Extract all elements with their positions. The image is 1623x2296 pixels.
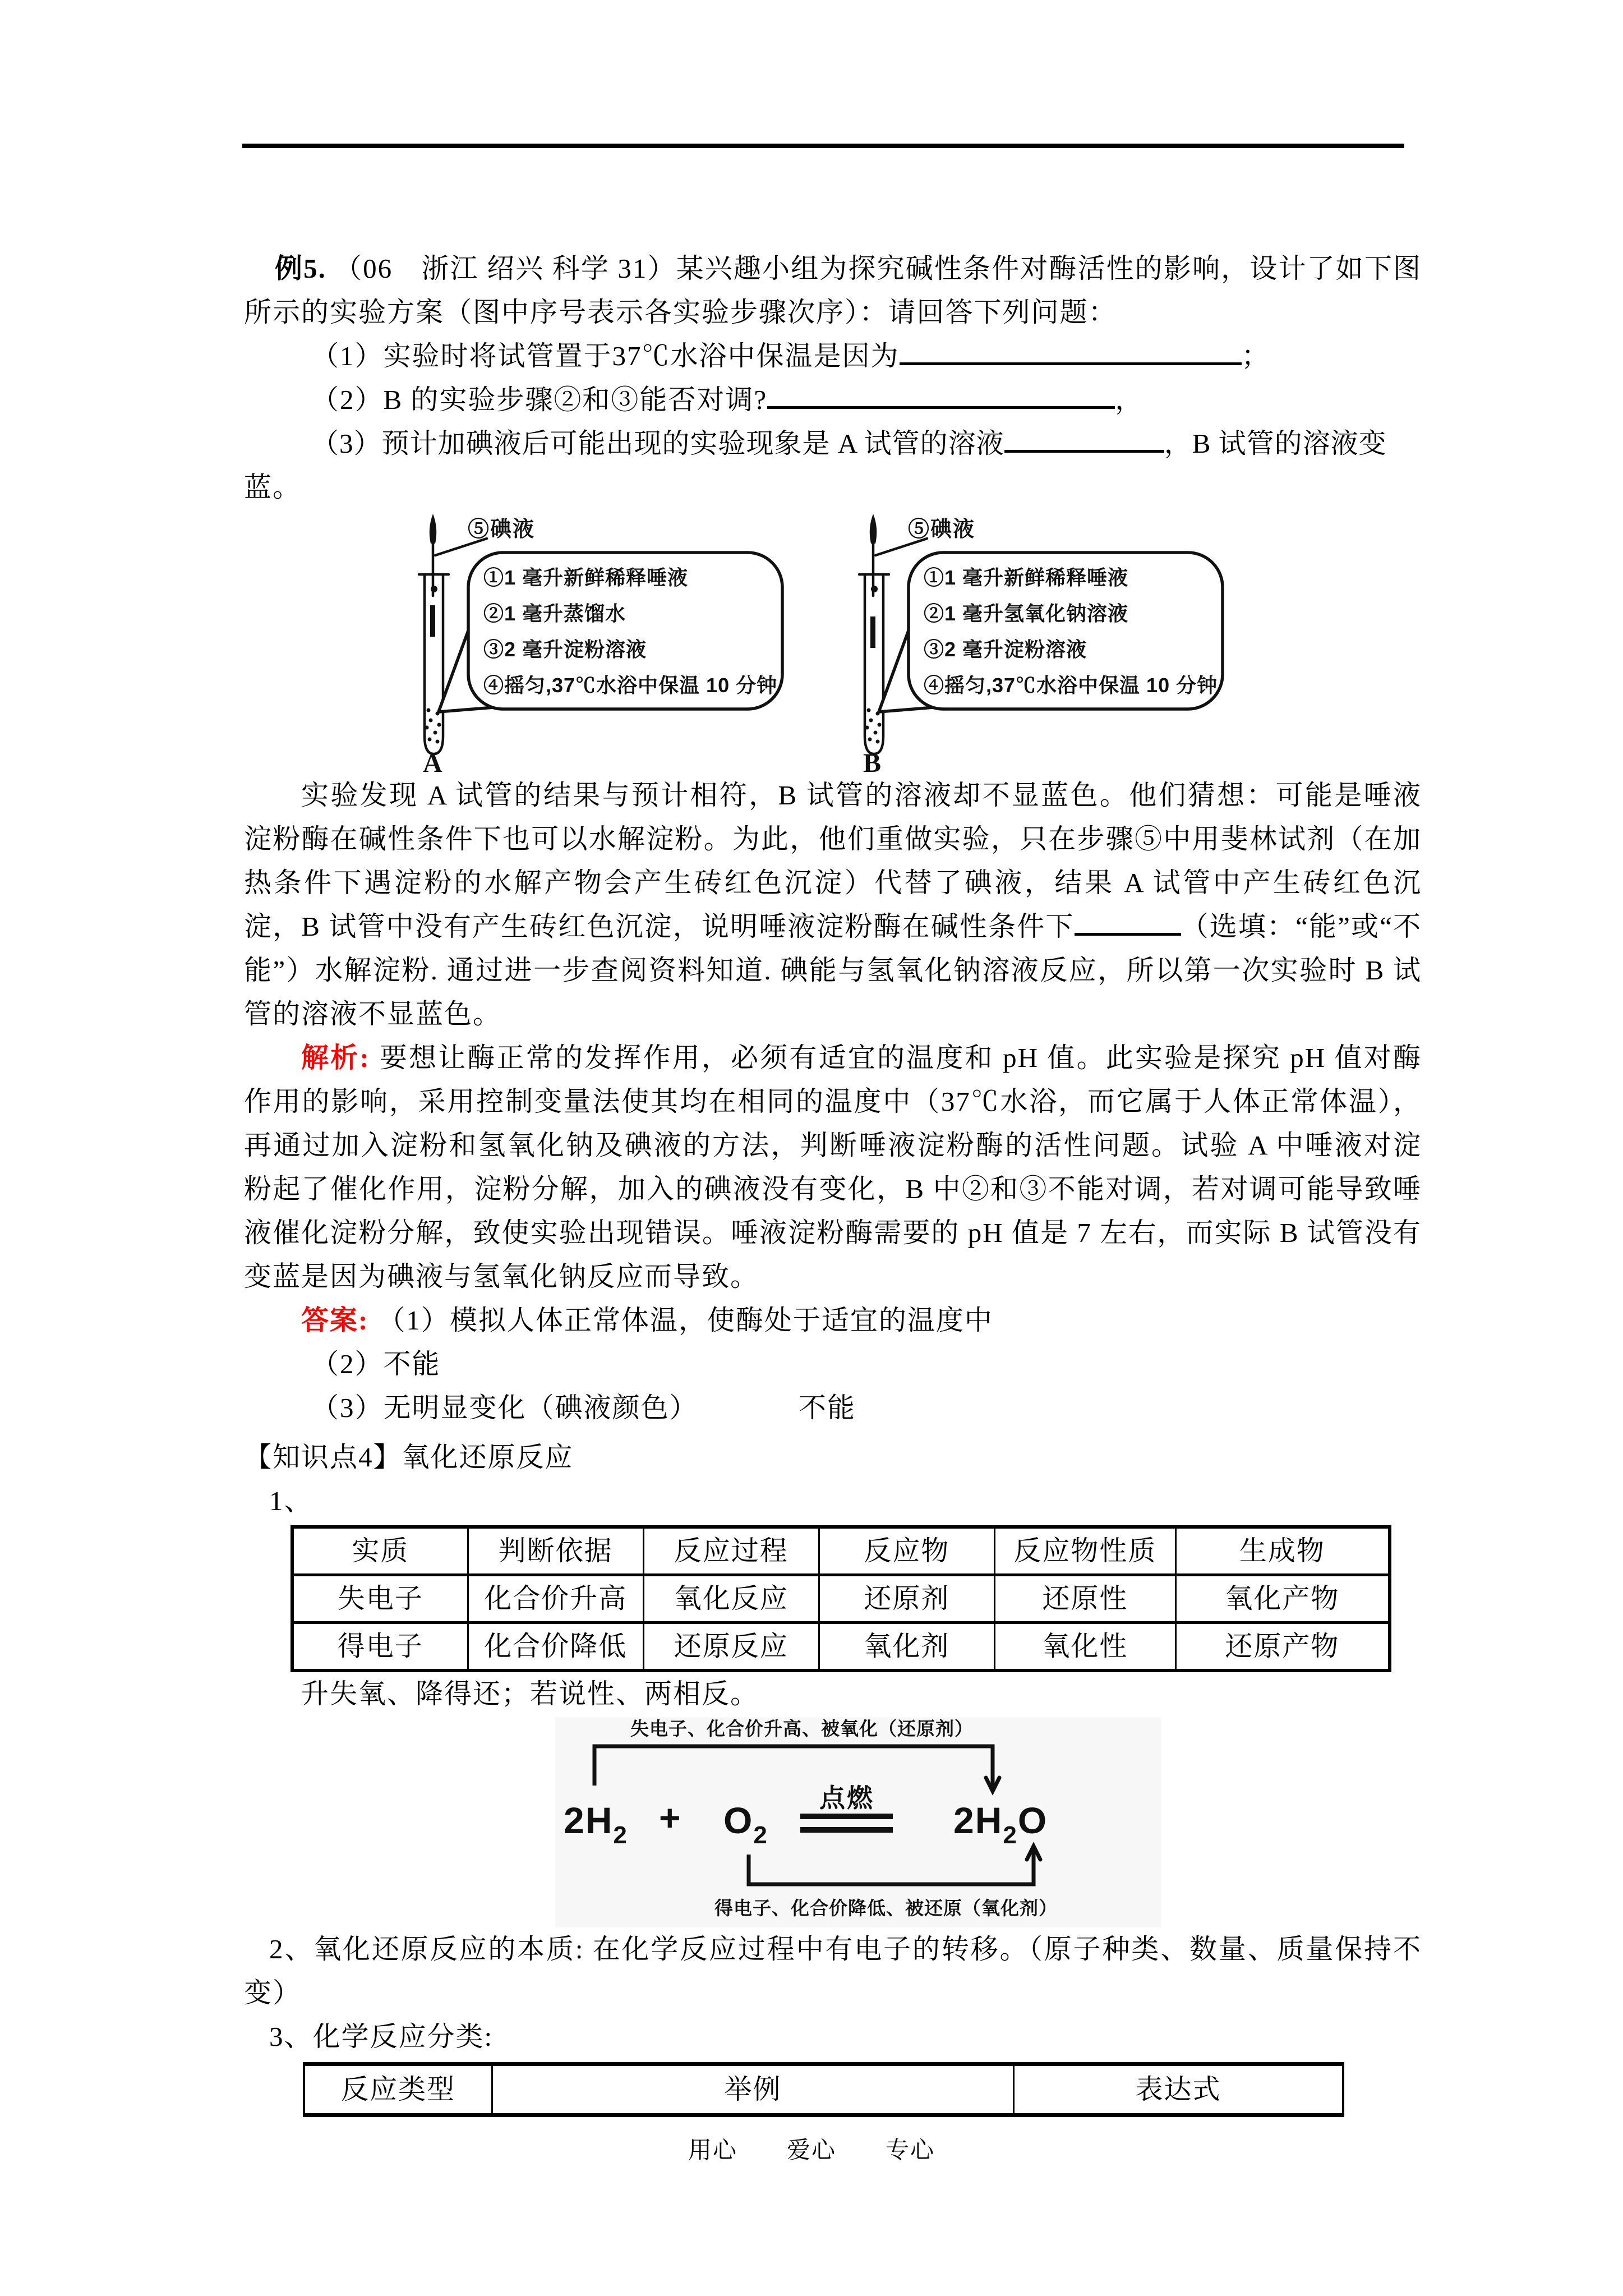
tube-mark-dot (871, 586, 878, 592)
list-item-3: 3、化学反应分类: (269, 2021, 494, 2052)
plus-sign: + (659, 1797, 682, 1838)
equals-bar-bottom (800, 1827, 893, 1833)
liquid-dots (425, 708, 441, 744)
answer-blank-1 (900, 339, 1242, 365)
redox-table-row-oxidation (292, 1575, 1390, 1623)
reactant-o2: $O_2$ (723, 1800, 768, 1849)
answer-blank-2 (767, 383, 1115, 409)
question-2-text: （2）B 的实验步骤②和③能否对调? (311, 384, 768, 415)
question-1 (244, 334, 1422, 378)
table-cell: 判断依据 (468, 1527, 643, 1575)
answer-line-3 (244, 1386, 1422, 1430)
header-rule (242, 144, 1404, 148)
table-cell: 化合价降低 (468, 1623, 643, 1671)
redox-table-header-row (292, 1527, 1390, 1575)
result-text-1: 实验发现 A 试管的结果与预计相符，B 试管的溶液却不显蓝色。他们猜想：可能是唾液淀粉酶在碱性条件下也可以水解淀粉。为此，他们重做实验，只在步骤⑤中用斐林试剂（在加热条件下遇淀粉的水解产物会产生砖红色沉淀）代替了碘液，结果 A 试管中产生砖红色沉淀，B 试管中没有产生砖红色沉淀，说明唾液淀粉酶在碱性条件下 (244, 780, 1422, 942)
table-cell: 氧化剂 (819, 1623, 994, 1671)
step-3: ③2 毫升淀粉溶液 (483, 638, 647, 661)
table-cell: 还原产物 (1175, 1623, 1390, 1671)
table-cell: 反应过程 (643, 1527, 819, 1575)
analysis-text: 要想让酶正常的发挥作用，必须有适宜的温度和 pH 值。此实验是探究 pH 值对酶作用的影响，采用控制变量法使其均在相同的温度中（37℃水浴，而它属于人体正常体温），再通过加入淀粉和氢氧化钠及碘液的方法，判断唾液淀粉酶的活性问题。试验 A 中唾液对淀粉起了催化作用，淀粉分解，加入的碘液没有变化，B 中②和③不能对调，若对调可能导致唾液催化淀粉分解，致使实验出现错误。唾液淀粉酶需要的 pH 值是 7 左右，而实际 B 试管没有变蓝是因为碘液与氢氧化钠反应而导致。 (244, 1042, 1422, 1292)
question-3-text: （3）预计加碘液后可能出现的实验现象是 A 试管的溶液 (311, 428, 1004, 459)
question-1-punct: ； (1241, 341, 1270, 371)
knowledge-point-heading: 【知识点4】氧化还原反应 (244, 1442, 574, 1473)
table-cell: 反应物性质 (994, 1527, 1175, 1575)
step-4: ④摇匀,37℃水浴中保温 10 分钟 (483, 674, 778, 697)
analysis-paragraph (244, 1036, 1422, 1299)
question-3-text-2: ，B 试管的溶液变 (1164, 428, 1387, 459)
question-1-text: （1）实验时将试管置于37℃水浴中保温是因为 (311, 341, 900, 371)
table-cell: 氧化产物 (1175, 1575, 1390, 1623)
analysis-label: 解析: (301, 1042, 370, 1073)
answer-blank-3 (1004, 426, 1164, 453)
step-3: ③2 毫升淀粉溶液 (924, 638, 1087, 661)
table-cell: 表达式 (1014, 2064, 1343, 2115)
experiment-result-paragraph (244, 774, 1422, 1036)
iodine-label-b: ⑤碘液 (908, 518, 976, 541)
reduction-path-label: 得电子、化合价降低、被还原（氧化剂） (714, 1898, 1058, 1918)
redox-table (291, 1525, 1391, 1672)
table-cell: 反应类型 (304, 2064, 492, 2115)
answer-line-1 (244, 1299, 1422, 1342)
step-1: ①1 毫升新鲜稀释唾液 (924, 566, 1129, 589)
example5-paragraph (244, 247, 1422, 334)
table-cell: 反应物 (819, 1527, 994, 1575)
ignition-condition: 点燃 (819, 1783, 874, 1812)
test-tube-unit-b (859, 514, 1223, 774)
example5-label: 例5. (275, 253, 326, 284)
oxidation-path-label: 失电子、化合价升高、被氧化（还原剂） (630, 1718, 974, 1739)
list-item-2: 2、氧化还原反应的本质: 在化学反应过程中有电子的转移。（原子种类、数量、质量保持不变） (244, 1934, 1422, 2008)
redox-equation-svg (555, 1717, 1161, 1927)
liquid-dots (865, 708, 882, 744)
table-cell: 失电子 (292, 1575, 468, 1623)
tube-label-b: B (863, 748, 883, 774)
mnemonic-line: 升失氧、降得还；若说性、两相反。 (301, 1678, 759, 1709)
iodine-label-a: ⑤碘液 (468, 518, 536, 541)
table-cell: 举例 (492, 2064, 1013, 2115)
table-cell: 还原反应 (643, 1623, 819, 1671)
table-cell: 化合价升高 (468, 1575, 643, 1623)
inline-answer-blank (1075, 909, 1181, 936)
question-2 (244, 378, 1422, 422)
table-cell: 生成物 (1175, 1527, 1390, 1575)
dropper-bulb-icon (870, 514, 877, 544)
reaction-type-header-row (304, 2064, 1343, 2115)
tube-label-a: A (423, 748, 444, 774)
table-cell: 还原性 (994, 1575, 1175, 1623)
equals-bar-top (800, 1814, 893, 1819)
table-cell: 实质 (292, 1527, 468, 1575)
document-content (244, 247, 1422, 2117)
answer-line-2 (244, 1342, 1422, 1386)
question-3-wrap-line (244, 466, 1422, 509)
redox-table-row-reduction (292, 1623, 1390, 1671)
step-2: ②1 毫升氢氧化钠溶液 (924, 602, 1129, 625)
table-cell: 还原剂 (819, 1575, 994, 1623)
tube-mark-bar (430, 605, 435, 637)
table-cell: 氧化反应 (643, 1575, 819, 1623)
result-text-2: （选填：“能”或“不能”）水解淀粉. 通过进一步查阅资料知道. 碘能与氢氧化钠溶液反应，所以第一次实验时 B 试管的溶液不显蓝色。 (244, 911, 1422, 1029)
tube-mark-dot (431, 586, 437, 592)
oxidation-bracket (594, 1746, 993, 1789)
table-cell: 氧化性 (994, 1623, 1175, 1671)
test-tube-unit-a (419, 514, 782, 774)
answer-label: 答案: (301, 1305, 369, 1336)
step-2: ②1 毫升蒸馏水 (483, 602, 626, 625)
question-2-punct: ， (1115, 384, 1144, 415)
question-3-wrap-text: 蓝。 (244, 472, 302, 503)
table-cell: 得电子 (292, 1623, 468, 1671)
answer-item-1: （1）模拟人体正常体温，使酶处于适宜的温度中 (377, 1305, 993, 1336)
step-4: ④摇匀,37℃水浴中保温 10 分钟 (924, 674, 1218, 697)
reduction-bracket (749, 1849, 1034, 1884)
redox-equation-figure (555, 1717, 1161, 1927)
dropper-bulb-icon (430, 514, 437, 544)
list-item-1-label: 1、 (269, 1485, 313, 1516)
answer-item-2: （2）不能 (311, 1349, 441, 1379)
question-3 (244, 422, 1422, 466)
step-1: ①1 毫升新鲜稀释唾液 (483, 566, 689, 589)
reactant-h2: $2H_2$ (564, 1800, 628, 1849)
answer-item-3: （3）无明显变化（碘液颜色） 不能 (311, 1392, 856, 1423)
tube-mark-bar (870, 616, 875, 648)
experiment-figure (409, 513, 1239, 774)
product-h2o: $2H_2O$ (953, 1800, 1048, 1849)
example5-intro-text: （06 浙江 绍兴 科学 31）某兴趣小组为探究碱性条件对酶活性的影响，设计了如下图所示的实验方案（图中序号表示各实验步骤次序）：请回答下列问题： (244, 253, 1422, 328)
reaction-type-table (303, 2062, 1344, 2117)
page-footer: 用心 爱心 专心 (688, 2138, 935, 2164)
